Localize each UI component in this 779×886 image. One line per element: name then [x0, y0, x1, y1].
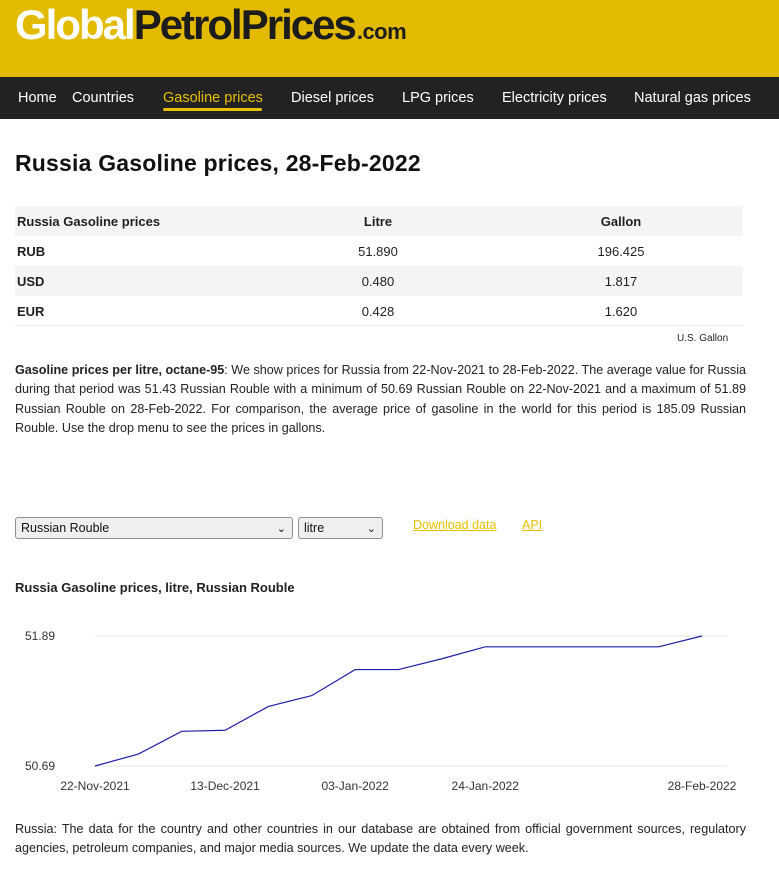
x-tick-label: 24-Jan-2022 [451, 779, 519, 793]
data-source-note: Russia: The data for the country and other countries in our database are obtained from official government sources, regulatory agencies, petroleum companies, and major media sources. We update the data every week. [15, 822, 746, 856]
table-row [15, 296, 743, 326]
unit-select-value: litre [304, 521, 325, 535]
currency-cell: EUR [17, 304, 45, 319]
table-header-row [15, 206, 743, 236]
price-line-chart [0, 620, 779, 800]
series-line [95, 636, 702, 766]
nav-item-gasoline-prices[interactable]: Gasoline prices [163, 90, 263, 106]
currency-cell: USD [17, 274, 45, 289]
gallon-cell: 196.425 [597, 244, 645, 259]
logo-petrol-text: PetrolPrices [133, 1, 355, 48]
table-header-label: Russia Gasoline prices [17, 214, 161, 229]
x-tick-label: 13-Dec-2021 [190, 779, 260, 793]
main-nav [0, 77, 779, 119]
active-nav-underline [163, 108, 262, 111]
site-header [0, 0, 779, 77]
unit-select[interactable] [298, 517, 383, 539]
currency-select-value: Russian Rouble [21, 521, 110, 535]
currency-cell: RUB [17, 244, 46, 259]
x-tick-label: 22-Nov-2021 [60, 779, 130, 793]
y-tick-label: 51.89 [25, 629, 56, 643]
gallon-cell: 1.620 [604, 304, 638, 319]
site-logo[interactable] [15, 1, 407, 48]
page-title: Russia Gasoline prices, 28-Feb-2022 [15, 150, 421, 176]
download-data-link[interactable]: Download data [413, 518, 497, 532]
currency-select[interactable] [15, 517, 293, 539]
litre-cell: 0.428 [361, 304, 395, 319]
nav-item-countries[interactable]: Countries [72, 90, 135, 106]
gallon-note: U.S. Gallon [677, 333, 729, 344]
litre-cell: 51.890 [358, 244, 398, 259]
chart-title: Russia Gasoline prices, litre, Russian Rouble [15, 580, 295, 595]
description-body: : We show prices for Russia from 22-Nov-2021 to 28-Feb-2022. The average value for Russia during that period was 51.43 Russian Rouble with a minimum of 50.69 Russian Rouble on 22-Nov-2021 and a maximum of 51.89 Russian Rouble on 28-Feb-2022. For comparison, the average price of gasoline in the world for this period is 185.09 Russian Rouble. Use the drop menu to see the prices in gallons. [15, 363, 747, 435]
description-lead: Gasoline prices per litre, octane-95 [15, 363, 225, 377]
nav-item-lpg-prices[interactable]: LPG prices [402, 90, 474, 106]
table-header-litre: Litre [363, 214, 393, 229]
api-link[interactable]: API [522, 518, 543, 532]
logo-global-text: Global [15, 1, 134, 48]
price-description [15, 361, 746, 438]
table-row [15, 266, 743, 296]
nav-item-diesel-prices[interactable]: Diesel prices [291, 90, 374, 106]
litre-cell: 0.480 [361, 274, 395, 289]
table-header-gallon: Gallon [600, 214, 642, 229]
nav-item-electricity-prices[interactable]: Electricity prices [502, 90, 607, 106]
price-table [15, 206, 743, 326]
logo-com-text: .com [356, 19, 407, 44]
nav-item-natural-gas-prices[interactable]: Natural gas prices [634, 90, 751, 106]
y-tick-label: 50.69 [25, 759, 56, 773]
chevron-down-icon: ⌄ [366, 523, 376, 535]
gallon-cell: 1.817 [604, 274, 638, 289]
nav-item-home[interactable]: Home [18, 90, 57, 106]
x-tick-label: 28-Feb-2022 [667, 779, 737, 793]
x-tick-label: 03-Jan-2022 [321, 779, 389, 793]
chevron-down-icon: ⌄ [276, 523, 286, 535]
table-row [15, 236, 743, 266]
